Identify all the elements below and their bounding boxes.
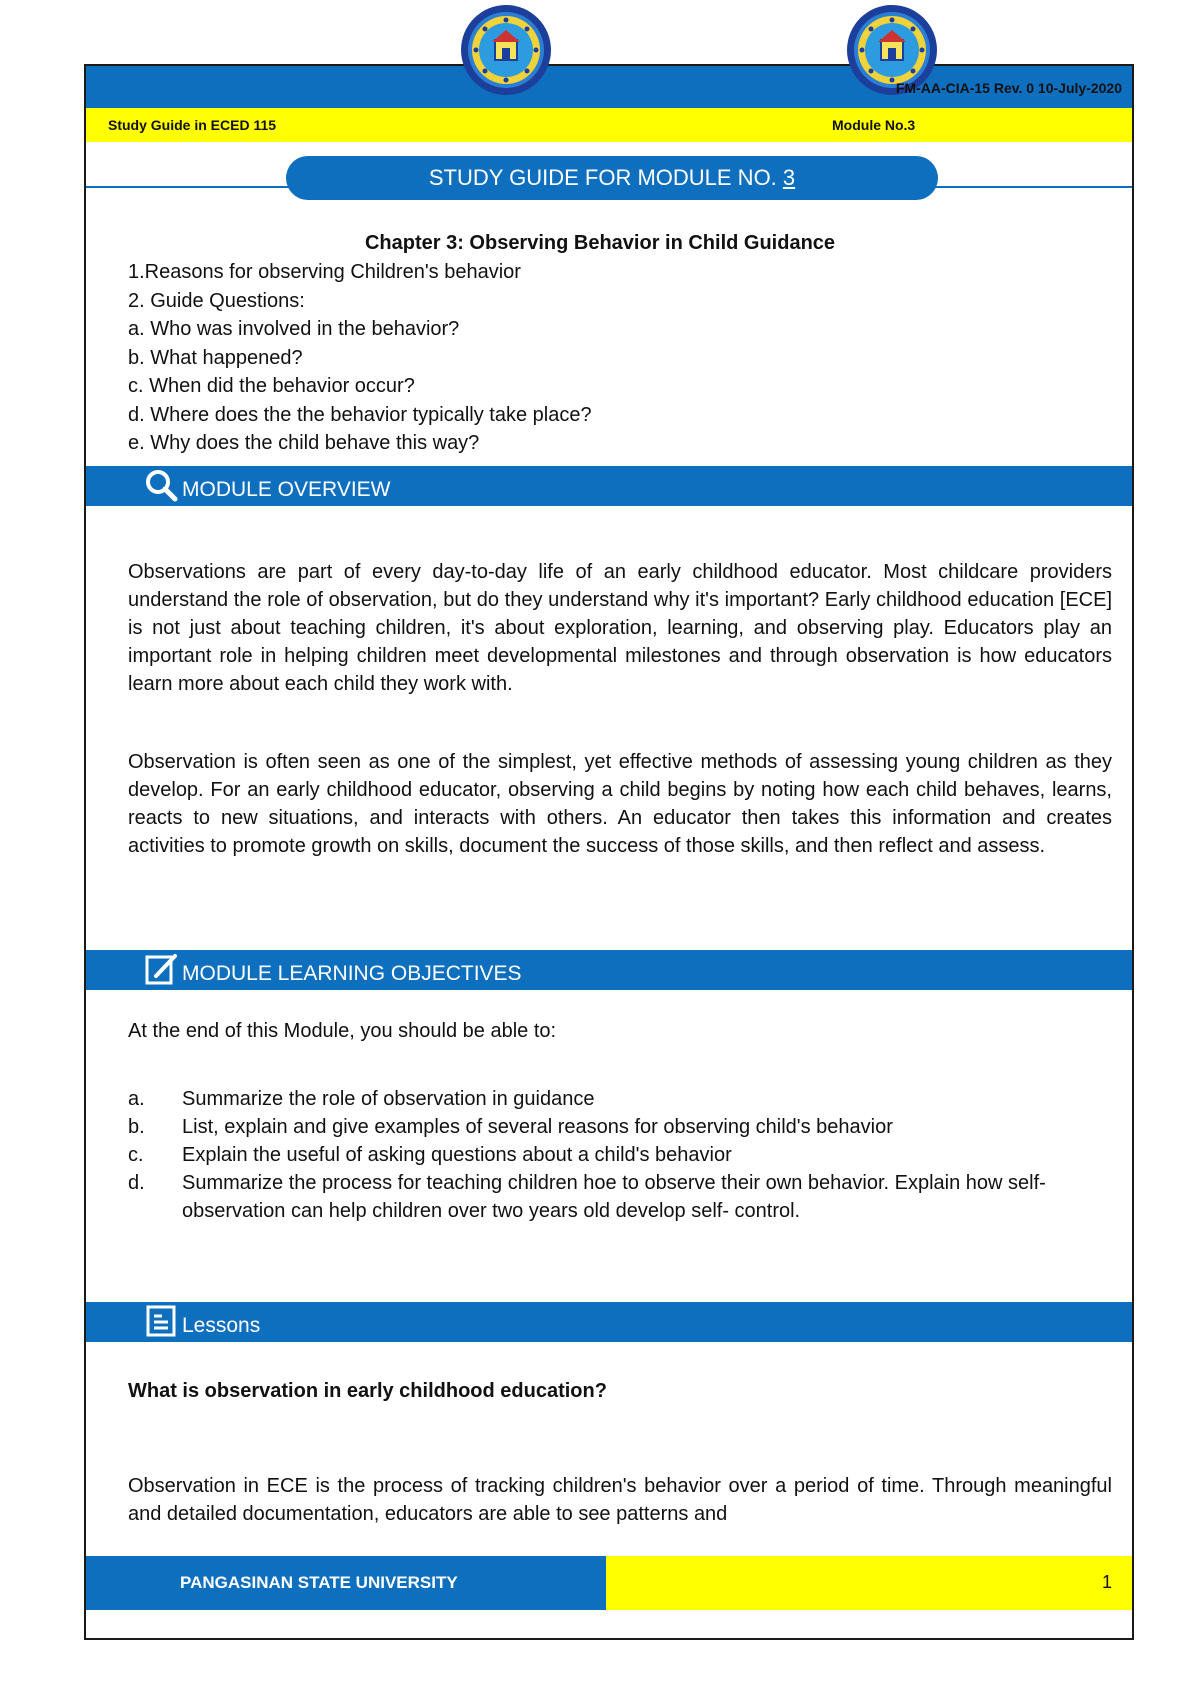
objective-text: Summarize the role of observation in guidance	[182, 1088, 595, 1110]
outline-item: b. What happened?	[128, 346, 303, 369]
objective-marker: a.	[128, 1088, 145, 1110]
overview-paragraph-2: Observation is often seen as one of the simplest, yet effective methods of assessing young children as they develop. For an early childhood educator, observing a child begins by noting how each child behaves, learns, reacts to new situations, and interacts with others. An educator then takes this information and creates activities to promote growth on skills, document the success of those skills, and then reflect and assess.	[128, 751, 1112, 857]
module-number-label: Module No.3	[832, 117, 916, 133]
objective-marker: b.	[128, 1116, 145, 1138]
lesson-question: What is observation in early childhood education?	[128, 1380, 607, 1402]
banner-module-number: 3	[782, 165, 796, 190]
objective-marker: d.	[128, 1172, 145, 1194]
objective-marker: c.	[128, 1144, 144, 1166]
footer-page-band	[606, 1556, 1132, 1610]
objectives-list	[128, 1085, 1128, 1225]
module-overview-heading: MODULE OVERVIEW	[182, 478, 391, 501]
magnifier-icon	[144, 468, 178, 502]
learning-objectives-bar	[86, 950, 1132, 990]
footer-university-band	[86, 1556, 606, 1610]
form-code: FM-AA-CIA-15 Rev. 0 10-July-2020	[895, 80, 1122, 96]
edit-pencil-icon	[144, 952, 178, 986]
outline-item: d. Where does the the behavior typically take place?	[128, 403, 592, 426]
banner-text: STUDY GUIDE FOR MODULE NO.	[428, 165, 783, 190]
objectives-intro: At the end of this Module, you should be able to:	[128, 1020, 557, 1042]
objective-item	[128, 1085, 1128, 1113]
objective-text: List, explain and give examples of several reasons for observing child's behavior	[182, 1116, 893, 1138]
university-seal-left	[460, 4, 552, 96]
outline-item: e. Why does the child behave this way?	[128, 432, 480, 454]
chapter-outline	[128, 258, 592, 458]
outline-item: 1.Reasons for observing Children's behavior	[128, 261, 521, 283]
objective-item	[128, 1169, 1128, 1225]
objective-text: Explain the useful of asking questions about a child's behavior	[182, 1144, 732, 1166]
outline-item: a. Who was involved in the behavior?	[128, 318, 460, 340]
overview-paragraph-1: Observations are part of every day-to-day life of an early childhood educator. Most childcare providers understand the role of observation, but do they understand why it's important? Early childhood education [ECE] is not just about teaching children, it's about exploration, learning, and observing play. Educators play an important role in helping children meet developmental milestones and through observation is how educators learn more about each child they work with.	[128, 561, 1112, 695]
study-guide-course: Study Guide in ECED 115	[108, 117, 277, 133]
objective-text: Summarize the process for teaching children hoe to observe their own behavior. Explain how self- observation can help children over two years old develop self- control.	[182, 1172, 1046, 1222]
lesson-paragraph: Observation in ECE is the process of tracking children's behavior over a period of time. Through meaningful and detailed documentation, educators are able to see patterns and	[128, 1475, 1112, 1525]
page-number: 1	[1101, 1572, 1112, 1592]
chapter-title: Chapter 3: Observing Behavior in Child Guidance	[364, 232, 836, 254]
lessons-bar	[86, 1302, 1132, 1342]
objective-item	[128, 1141, 1128, 1169]
outline-item: 2. Guide Questions:	[128, 289, 305, 312]
learning-objectives-heading: MODULE LEARNING OBJECTIVES	[182, 962, 522, 985]
document-icon	[144, 1304, 178, 1338]
university-name: PANGASINAN STATE UNIVERSITY	[180, 1573, 458, 1592]
module-overview-bar	[86, 466, 1132, 506]
lessons-heading: Lessons	[182, 1314, 261, 1337]
objective-item	[128, 1113, 1128, 1141]
outline-item: c. When did the behavior occur?	[128, 375, 415, 397]
study-guide-banner	[286, 156, 938, 200]
